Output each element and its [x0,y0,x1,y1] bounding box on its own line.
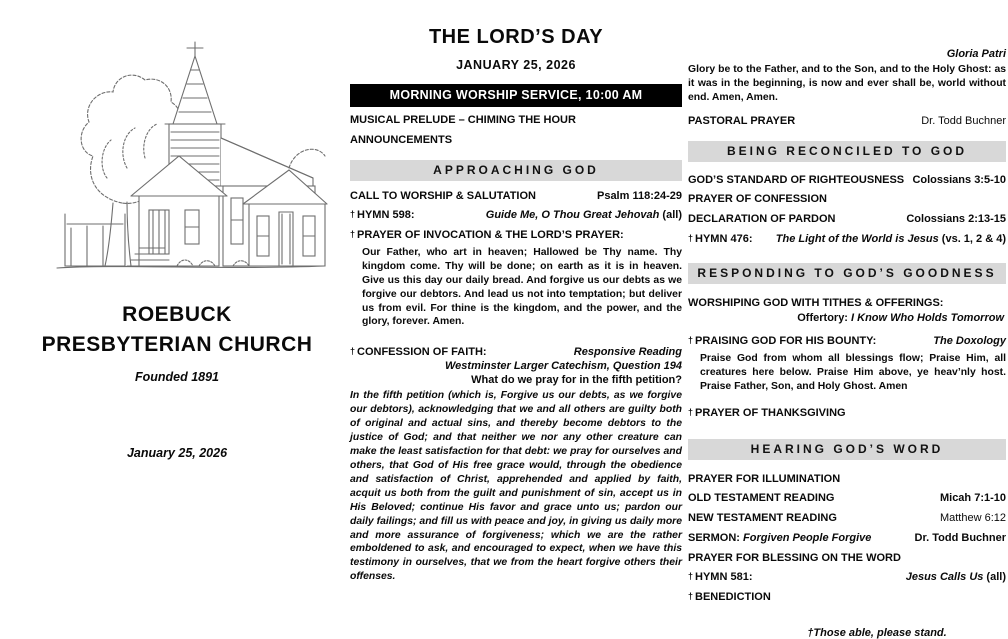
offertory-line [688,312,1006,324]
stand-footnote: †Those able, please stand. [807,626,947,639]
offertory-title: I Know Who Holds Tomorrow [851,312,1004,325]
thanksgiving-row [688,407,1006,421]
announcements-label: ANNOUNCEMENTS [350,133,453,146]
pastoral-prayer-row [688,115,1006,129]
stand-marker: † [688,591,694,602]
stand-marker: † [688,406,694,417]
pastoral-prayer-label: PASTORAL PRAYER [688,114,796,127]
thanksgiving-label: PRAYER OF THANKSGIVING [695,406,846,419]
section-header-responding: RESPONDING TO GOD’S GOODNESS [688,263,1006,284]
confession-label: CONFESSION OF FAITH: [357,346,487,359]
page-title: THE LORD’S DAY [428,26,604,48]
hymn-note: (all) [983,571,1006,584]
hymn-title: Jesus Calls Us [905,571,984,584]
confession-answer: In the fifth petition (which is, Forgive us our debts, as we forgive our debtors), acknowledging that we and all others are guilty both of original and actual sins, and thereby become debtors to the justice of God; and that neither we nor any other creature can make the least satisfaction for that debt: we pray for ourselves and others, that God of His free grace would, through the obedience and satisfaction of Christ, apprehended and applied by faith, acquit us both from the guilt and punishment of sin, accept us in His Beloved; continue His favor and grace unto us; pardon our daily failings; and fill us with peace and joy, in giving us daily more and more assurance of forgiveness; which we are the rather emboldened to ask, and encouraged to expect, when we have this testimony in ourselves, that we from the heart forgive others their offenses. [350,390,682,583]
section-header-being-reconciled: BEING RECONCILED TO GOD [688,141,1006,162]
call-to-worship-row [350,190,682,204]
nt-ref: Matthew 6:12 [939,512,1006,525]
pardon-label: DECLARATION OF PARDON [688,213,836,226]
ot-reading-row [688,492,1006,506]
hymn-row [350,209,682,223]
nt-label: NEW TESTAMENT READING [688,512,837,525]
stand-marker: † [350,209,356,220]
blessing-row [688,552,1006,566]
confession-row [350,346,682,360]
offerings-row [688,297,1006,311]
benediction-label: BENEDICTION [695,591,771,604]
bounty-label: PRAISING GOD FOR HIS BOUNTY: [695,335,877,348]
prayer-of-confession-row [688,193,1006,207]
benediction-row [688,591,1006,605]
illumination-label: PRAYER FOR ILLUMINATION [688,472,841,485]
service-banner: MORNING WORSHIP SERVICE, 10:00 AM [350,84,682,107]
standard-label: GOD’S STANDARD OF RIGHTEOUSNESS [688,173,905,186]
section-header-hearing: HEARING GOD’S WORD [688,439,1006,460]
left-panel [18,0,336,460]
hymn-title: The Light of the World is Jesus [775,232,939,245]
hymn-note: (vs. 1, 2 & 4) [938,232,1006,245]
hymn-title: Guide Me, O Thou Great Jehovah [485,209,660,222]
standard-row [688,174,1006,188]
lords-prayer-text: Our Father, who art in heaven; Hallowed be Thy name. Thy kingdom come. Thy will be done; on earth as it is in heaven. Give us this day our daily bread. And forgive us our debts as we forgive our debtors. And lead us not into temptation; but deliver us from evil. For thine is the kingdom, and the power, and the glory, forever. Amen. [362,246,682,328]
confession-question: What do we pray for in the fifth petition? [471,374,682,387]
sermon-by: Dr. Todd Buchner [914,531,1006,544]
ot-label: OLD TESTAMENT READING [688,492,835,505]
bounty-title: The Doxology [933,335,1006,348]
church-name-line1: ROEBUCK [122,303,232,326]
illumination-row [688,473,1006,487]
section-header-approaching-god: APPROACHING GOD [350,160,682,181]
order-of-worship-right [688,0,1006,639]
hymn-label: HYMN 476: [695,232,753,245]
call-to-worship-label: CALL TO WORSHIP & SALUTATION [350,189,536,202]
standard-ref: Colossians 3:5-10 [912,173,1006,186]
hymn-row [688,571,1006,585]
hymn-label: HYMN 598: [357,209,415,222]
sermon-row [688,532,1006,546]
pardon-ref: Colossians 2:13-15 [906,213,1006,226]
prayer-of-confession-label: PRAYER OF CONFESSION [688,193,827,206]
blessing-label: PRAYER FOR BLESSING ON THE WORD [688,551,901,564]
hymn-note: (all) [659,209,682,222]
gloria-patri-text: Glory be to the Father, and to the Son, and to the Holy Ghost: as it was in the beginning, is now and ever shall be, world without end. Amen, Amen. [688,64,1006,103]
cover-date: January 25, 2026 [126,445,228,460]
hymn-row [688,233,1006,247]
pastoral-prayer-by: Dr. Todd Buchner [921,114,1006,127]
sermon-title: Forgiven People Forgive [743,531,872,544]
stand-marker: † [688,232,694,243]
nt-reading-row [688,512,1006,526]
confession-ref1: Responsive Reading [573,346,682,359]
invocation-row [350,229,682,243]
founded-text: Founded 1891 [134,369,220,384]
order-of-worship-left [350,0,682,584]
confession-ref2: Westminster Larger Catechism, Question 194 [445,360,682,373]
offerings-label: WORSHIPING GOD WITH TITHES & OFFERINGS: [688,296,944,309]
stand-marker: † [350,346,356,357]
gloria-patri-title: Gloria Patri [946,48,1006,60]
prelude-label: MUSICAL PRELUDE – CHIMING THE HOUR [350,114,576,126]
ot-ref: Micah 7:1-10 [939,492,1006,505]
call-to-worship-ref: Psalm 118:24-29 [596,189,682,202]
pardon-row [688,213,1006,227]
bounty-row [688,335,1006,349]
stand-marker: † [688,335,694,346]
church-name-line2: PRESBYTERIAN CHURCH [41,333,313,357]
offertory-label: Offertory: [797,312,852,325]
hymn-label: HYMN 581: [695,571,753,584]
stand-marker: † [350,229,356,239]
doxology-text: Praise God from whom all blessings flow; Praise Him, all creatures here below. Praise Him above, ye heav’nly host. Praise Father, Son, and Holy Ghost. Amen [700,353,1006,392]
church-illustration [27,28,327,290]
invocation-label: PRAYER OF INVOCATION & THE LORD’S PRAYER: [357,229,624,241]
service-date: JANUARY 25, 2026 [456,58,576,72]
sermon-label: SERMON: [688,531,743,544]
stand-marker: † [688,571,694,582]
